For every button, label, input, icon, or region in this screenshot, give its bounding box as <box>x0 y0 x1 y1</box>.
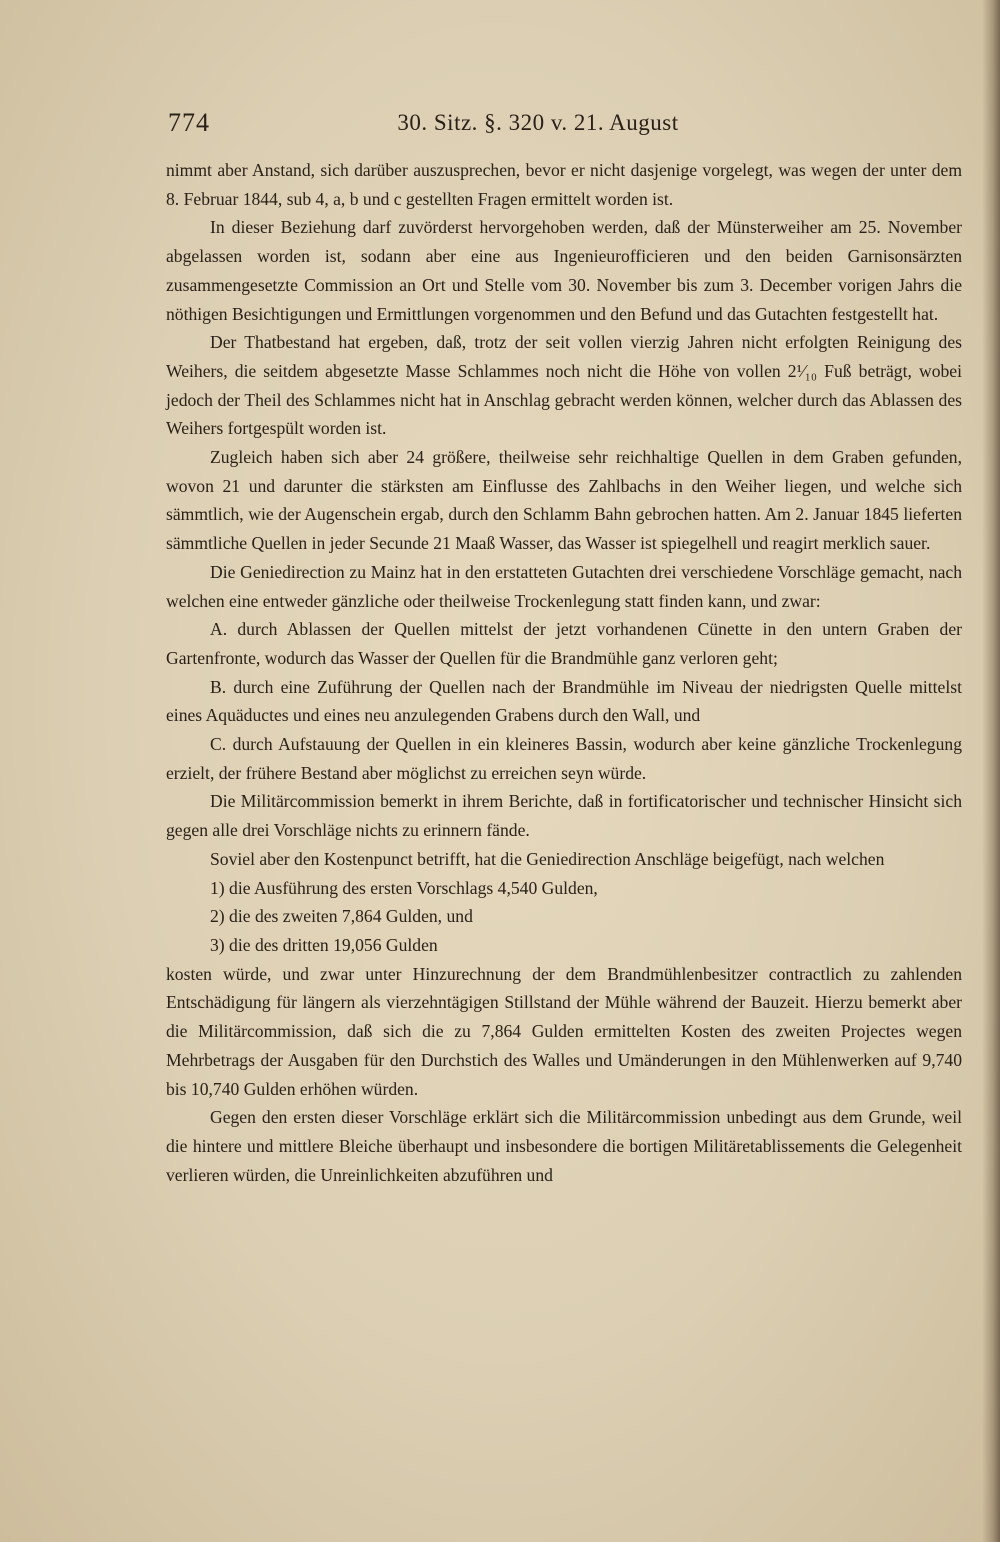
cost-item-2: 2) die des zweiten 7,864 Gulden, und <box>210 906 473 927</box>
page-edge-shadow <box>982 0 1000 1542</box>
paragraph: Die Militärcommission bemerkt in ihrem Berichte, daß in fortificatorischer und technischer Hinsicht sich gegen alle drei Vorschläge nichts zu erinnern fände. <box>166 791 962 841</box>
page-body <box>166 156 962 1189</box>
cost-item-3: 3) die des dritten 19,056 Gulden <box>210 934 438 955</box>
option-c: C. durch Aufstauung der Quellen in ein kleineres Bassin, wodurch aber keine gänzliche Trockenlegung erzielt, der frühere Bestand aber möglichst zu erreichen seyn würde. <box>166 734 962 783</box>
paragraph-continuation: nimmt aber Anstand, sich darüber auszusprechen, bevor er nicht dasjenige vorgelegt, was wegen der unter dem 8. Februar 1844, sub 4, a, b und c gestellten Fragen ermittelt worden ist. <box>166 160 962 209</box>
page-header <box>168 108 964 148</box>
option-b: B. durch eine Zuführung der Quellen nach der Brandmühle im Niveau der niedrigsten Quelle mittelst eines Aquäductes und eines neu anzulegenden Grabens durch den Wall, und <box>166 676 962 726</box>
paragraph: In dieser Beziehung darf zuvörderst hervorgehoben werden, daß der Münsterweiher am 25. November abgelassen worden ist, sodann aber eine aus Ingenieurofficieren und den beiden Garnisonsärzten zusammengesetzte Commission an Ort und Stelle vom 30. November bis zum 3. December vorigen Jahrs die nöthigen Besichtigungen und Ermittlungen vorgenommen und den Befund und das Gutachten festgestellt hat. <box>166 217 962 324</box>
paragraph: Die Geniedirection zu Mainz hat in den erstatteten Gutachten drei verschiedene Vorschläge gemacht, nach welchen eine entweder gänzliche oder theilweise Trockenlegung statt finden kann, und zwar: <box>166 561 962 611</box>
paragraph: Soviel aber den Kostenpunct betrifft, hat die Geniedirection Anschläge beigefügt, nach welchen <box>210 848 885 869</box>
paragraph: Der Thatbestand hat ergeben, daß, trotz der seit vollen vierzig Jahren nicht erfolgten Reinigung des Weihers, die seitdem abgesetzte Masse Schlammes noch nicht die Höhe von vollen 2¹⁄₁₀ Fuß beträgt, wobei jedoch der Theil des Schlammes nicht hat in Anschlag gebracht werden können, welcher durch das Ablassen des Weihers fortgespült worden ist. <box>166 332 962 439</box>
running-head: 30. Sitz. §. 320 v. 21. August <box>397 110 679 135</box>
cost-item-1: 1) die Ausführung des ersten Vorschlags 4,540 Gulden, <box>210 877 598 898</box>
paragraph: Zugleich haben sich aber 24 größere, theilweise sehr reichhaltige Quellen in dem Graben gefunden, wovon 21 und darunter die stärksten am Einflusse des Zahlbachs in den Weiher liegen, und welche sich sämmtlich, wie der Augenschein ergab, durch den Schlamm Bahn gebrochen hatten. Am 2. Januar 1845 lieferten sämmtliche Quellen in jeder Secunde 21 Maaß Wasser, das Wasser ist spiegelhell und reagirt merklich sauer. <box>166 447 962 554</box>
page-number: 774 <box>168 108 210 137</box>
option-a: A. durch Ablassen der Quellen mittelst der jetzt vorhandenen Cünette in den untern Graben der Gartenfronte, wodurch das Wasser der Quellen für die Brandmühle ganz verloren geht; <box>166 619 962 668</box>
paragraph: Gegen den ersten dieser Vorschläge erklärt sich die Militärcommission unbedingt aus dem Grunde, weil die hintere und mittlere Bleiche überhaupt und insbesondere die bortigen Militäretablissements die Gelegenheit verlieren würden, die Unreinlichkeiten abzuführen und <box>166 1107 962 1185</box>
paragraph-continuation: kosten würde, und zwar unter Hinzurechnung der dem Brandmühlenbesitzer contractlich zu zahlenden Entschädigung für längern als vierzehntägigen Stillstand der Mühle während der Bauzeit. Hierzu bemerkt aber die Militärcommission, daß sich die zu 7,864 Gulden ermittelten Kosten des zweiten Projectes wegen Mehrbetrags der Ausgaben für den Durchstich des Walles und Umänderungen in den Mühlenwerken auf 9,740 bis 10,740 Gulden erhöhen würden. <box>166 963 962 1099</box>
